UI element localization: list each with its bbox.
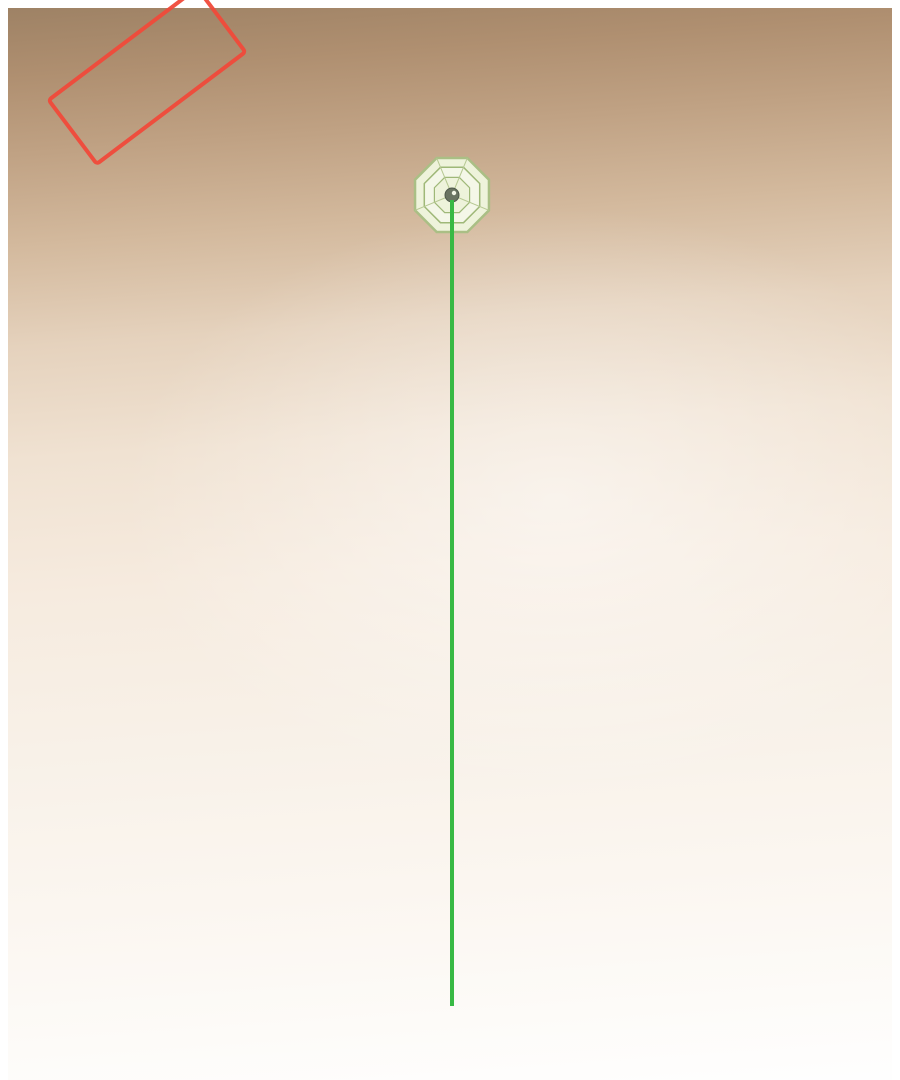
page-title [168,18,724,158]
footer-divider-lines [0,992,900,1022]
zodiac-number-wheel-icon [212,248,462,498]
